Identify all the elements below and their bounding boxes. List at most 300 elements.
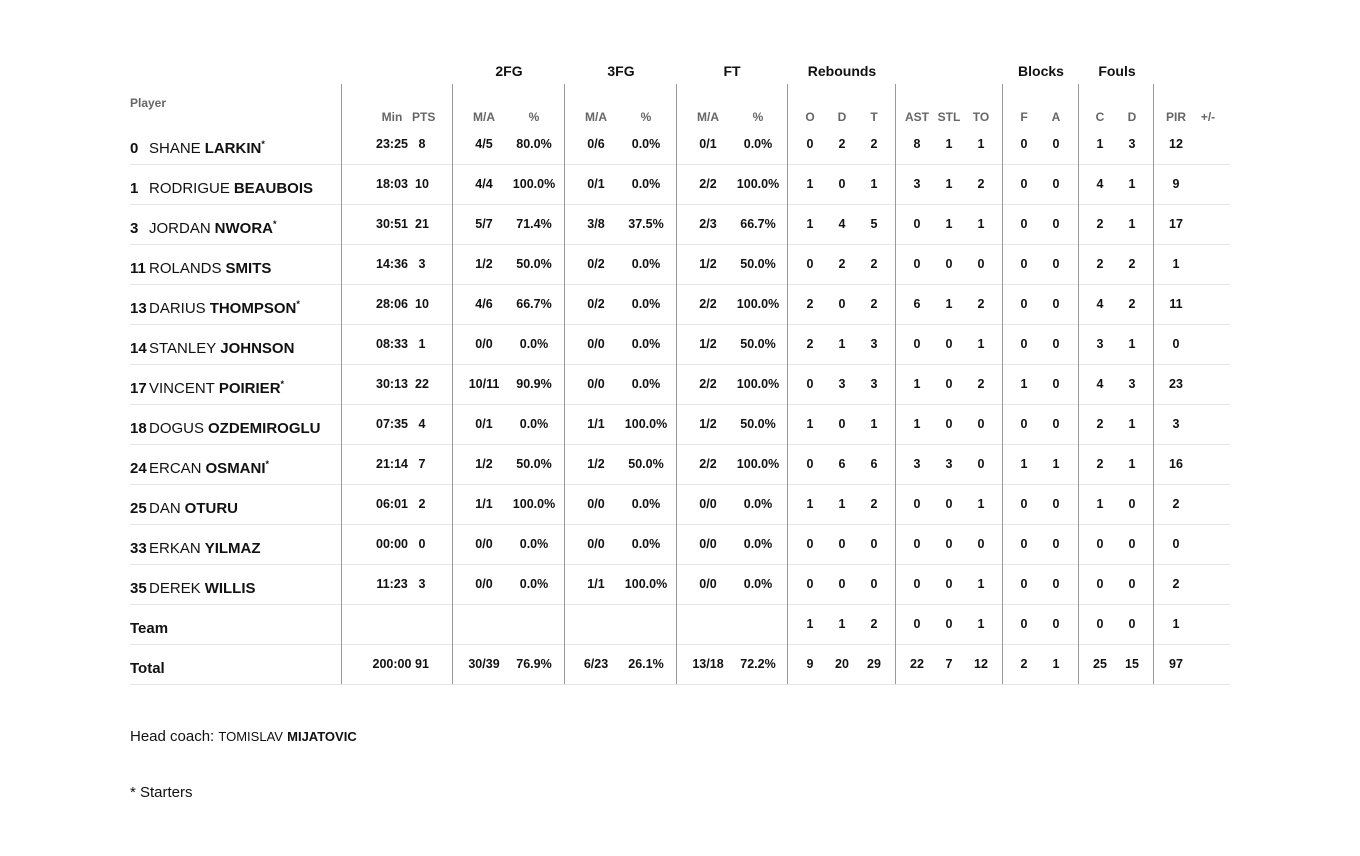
cell-fd: 1 xyxy=(1128,337,1136,351)
cell-t: 3 xyxy=(870,337,878,351)
cell-f: 0 xyxy=(1020,177,1028,191)
player-last-name: WILLIS xyxy=(204,580,256,597)
cell-a: 0 xyxy=(1052,177,1060,191)
cell-f: 1 xyxy=(1020,457,1028,471)
cell-to: 12 xyxy=(974,657,988,671)
player-last-name: YILMAZ xyxy=(204,540,261,557)
cell-ft: 0/0 xyxy=(699,537,717,551)
cell-fg3: 0/0 xyxy=(587,337,605,351)
cell-o: 1 xyxy=(806,217,814,231)
cell-ft: 0/1 xyxy=(699,137,717,151)
cell-pir: 97 xyxy=(1169,657,1183,671)
player-first-name: DEREK xyxy=(149,580,201,597)
cell-c: 0 xyxy=(1096,537,1104,551)
cell-stl: 0 xyxy=(945,257,953,271)
cell-ast: 3 xyxy=(913,457,921,471)
header-to: TO xyxy=(972,110,990,124)
cell-fg2: 0/0 xyxy=(475,577,493,591)
starter-mark: * xyxy=(265,459,270,469)
cell-ftp: 50.0% xyxy=(740,417,776,431)
cell-ft: 0/0 xyxy=(699,577,717,591)
cell-fg3: 0/2 xyxy=(587,297,605,311)
cell-ast: 3 xyxy=(913,177,921,191)
cell-f: 1 xyxy=(1020,377,1028,391)
header-pm: +/- xyxy=(1200,110,1216,124)
cell-ftp: 0.0% xyxy=(743,497,773,511)
table-row xyxy=(130,324,1230,365)
cell-a: 0 xyxy=(1052,377,1060,391)
cell-fg3: 1/2 xyxy=(587,457,605,471)
cell-t: 2 xyxy=(870,137,878,151)
cell-fg2: 0/1 xyxy=(475,417,493,431)
cell-c: 4 xyxy=(1096,297,1104,311)
cell-to: 0 xyxy=(977,457,985,471)
cell-fd: 2 xyxy=(1128,297,1136,311)
cell-ast: 1 xyxy=(913,377,921,391)
player-last-name: POIRIER xyxy=(218,380,281,397)
cell-fg2p: 50.0% xyxy=(516,257,552,271)
cell-pir: 1 xyxy=(1172,617,1180,631)
starter-mark: * xyxy=(261,139,265,149)
cell-ftp: 50.0% xyxy=(740,337,776,351)
cell-pm xyxy=(1194,444,1222,484)
cell-c: 2 xyxy=(1096,257,1104,271)
cell-pts: 22 xyxy=(415,377,429,391)
cell-pts: 10 xyxy=(415,297,429,311)
cell-o: 1 xyxy=(806,177,814,191)
divider xyxy=(1002,84,1003,684)
cell-fg3: 0/0 xyxy=(587,377,605,391)
cell-f: 0 xyxy=(1020,617,1028,631)
player-name xyxy=(130,124,265,164)
cell-pm xyxy=(1194,524,1222,564)
cell-pts: 3 xyxy=(418,577,426,591)
cell-pir: 3 xyxy=(1172,417,1180,431)
cell-t: 2 xyxy=(870,617,878,631)
cell-to: 0 xyxy=(977,537,985,551)
player-name xyxy=(130,484,238,524)
cell-f: 0 xyxy=(1020,537,1028,551)
head-coach xyxy=(130,728,357,745)
cell-fg2: 1/2 xyxy=(475,257,493,271)
cell-to: 0 xyxy=(977,417,985,431)
cell-d: 2 xyxy=(838,137,846,151)
player-name xyxy=(130,644,165,684)
cell-min xyxy=(372,604,412,644)
cell-stl: 1 xyxy=(945,297,953,311)
table-row xyxy=(130,244,1230,285)
header-c: C xyxy=(1095,110,1105,124)
table-row xyxy=(130,204,1230,245)
cell-pir: 0 xyxy=(1172,337,1180,351)
cell-fg3p: 37.5% xyxy=(628,217,664,231)
cell-t: 29 xyxy=(867,657,881,671)
player-last-name: JOHNSON xyxy=(220,340,295,357)
cell-fg3: 0/0 xyxy=(587,497,605,511)
cell-fg2: 10/11 xyxy=(468,377,500,391)
cell-fd: 1 xyxy=(1128,417,1136,431)
cell-fd: 0 xyxy=(1128,617,1136,631)
cell-pir: 23 xyxy=(1169,377,1183,391)
cell-ast: 0 xyxy=(913,337,921,351)
cell-pir: 1 xyxy=(1172,257,1180,271)
player-last-name: SMITS xyxy=(225,260,272,277)
cell-fg3p: 26.1% xyxy=(628,657,664,671)
cell-o: 0 xyxy=(806,257,814,271)
cell-ast: 8 xyxy=(913,137,921,151)
cell-pm xyxy=(1194,404,1222,444)
cell-to: 1 xyxy=(977,217,985,231)
cell-c: 1 xyxy=(1096,137,1104,151)
cell-to: 2 xyxy=(977,177,985,191)
cell-stl: 0 xyxy=(945,417,953,431)
cell-fg3p: 0.0% xyxy=(631,177,661,191)
header-ft: M/A xyxy=(697,110,719,124)
cell-t: 0 xyxy=(870,537,878,551)
cell-ft: 1/2 xyxy=(699,417,717,431)
player-first-name: ROLANDS xyxy=(149,260,222,277)
cell-ft: 2/2 xyxy=(699,457,717,471)
table-row xyxy=(130,564,1230,605)
player-name xyxy=(130,404,321,444)
cell-fd: 1 xyxy=(1128,177,1136,191)
cell-fg2p: 100.0% xyxy=(512,177,556,191)
cell-a: 1 xyxy=(1052,457,1060,471)
cell-a: 1 xyxy=(1052,657,1060,671)
cell-o: 0 xyxy=(806,577,814,591)
header-stl: STL xyxy=(937,110,961,124)
header-o: O xyxy=(805,110,815,124)
cell-pm xyxy=(1194,564,1222,604)
player-number: 25 xyxy=(130,500,147,517)
player-last-name: THOMPSON xyxy=(209,300,297,317)
cell-ft: 2/2 xyxy=(699,297,717,311)
cell-fg2: 30/39 xyxy=(468,657,500,671)
cell-ftp: 0.0% xyxy=(743,137,773,151)
cell-t: 0 xyxy=(870,577,878,591)
cell-pm xyxy=(1194,284,1222,324)
cell-ftp: 0.0% xyxy=(743,537,773,551)
cell-o: 0 xyxy=(806,377,814,391)
head-coach-last-name: MIJATOVIC xyxy=(287,729,357,744)
cell-ft xyxy=(686,604,730,644)
cell-fg2p: 71.4% xyxy=(516,217,552,231)
cell-ftp xyxy=(734,604,782,644)
cell-fg2p: 0.0% xyxy=(519,417,549,431)
table-row xyxy=(130,644,1230,685)
cell-pir: 9 xyxy=(1172,177,1180,191)
cell-fg3p: 0.0% xyxy=(631,537,661,551)
cell-a: 0 xyxy=(1052,217,1060,231)
cell-f: 0 xyxy=(1020,497,1028,511)
cell-f: 0 xyxy=(1020,217,1028,231)
cell-stl: 0 xyxy=(945,497,953,511)
player-number: 0 xyxy=(130,140,139,157)
player-last-name: Team xyxy=(130,620,169,637)
cell-fg3p: 0.0% xyxy=(631,337,661,351)
cell-fg3p xyxy=(622,604,670,644)
cell-ft: 2/3 xyxy=(699,217,717,231)
player-first-name: STANLEY xyxy=(149,340,217,357)
header-fg3: M/A xyxy=(585,110,607,124)
group-3fg: 3FG xyxy=(607,63,635,79)
cell-min: 30:51 xyxy=(376,217,408,231)
player-number: 13 xyxy=(130,300,147,317)
head-coach-first-name: TOMISLAV xyxy=(218,729,283,744)
cell-a: 0 xyxy=(1052,137,1060,151)
header-fd: D xyxy=(1127,110,1137,124)
cell-t: 1 xyxy=(870,177,878,191)
cell-fd: 3 xyxy=(1128,377,1136,391)
group-fouls: Fouls xyxy=(1098,63,1136,79)
cell-o: 2 xyxy=(806,337,814,351)
cell-pir: 0 xyxy=(1172,537,1180,551)
cell-f: 2 xyxy=(1020,657,1028,671)
cell-pts: 1 xyxy=(418,337,426,351)
player-first-name: JORDAN xyxy=(149,220,211,237)
cell-min: 00:00 xyxy=(376,537,408,551)
cell-pts: 2 xyxy=(418,497,426,511)
cell-stl: 0 xyxy=(945,537,953,551)
cell-fd: 0 xyxy=(1128,497,1136,511)
cell-pir: 12 xyxy=(1169,137,1183,151)
cell-c: 2 xyxy=(1096,417,1104,431)
header-fg2p: % xyxy=(528,110,540,124)
divider xyxy=(895,84,896,684)
player-name xyxy=(130,444,269,484)
player-name xyxy=(130,244,271,284)
cell-a: 0 xyxy=(1052,497,1060,511)
cell-ftp: 0.0% xyxy=(743,577,773,591)
header-f: F xyxy=(1020,110,1028,124)
cell-stl: 0 xyxy=(945,337,953,351)
player-name xyxy=(130,564,256,604)
cell-pts: 21 xyxy=(415,217,429,231)
cell-c: 1 xyxy=(1096,497,1104,511)
cell-to: 2 xyxy=(977,297,985,311)
cell-min: 200:00 xyxy=(372,657,412,671)
cell-f: 0 xyxy=(1020,577,1028,591)
header-player: Player xyxy=(130,96,167,110)
cell-pm xyxy=(1194,324,1222,364)
cell-ft: 0/0 xyxy=(699,497,717,511)
cell-o: 2 xyxy=(806,297,814,311)
table-row xyxy=(130,404,1230,445)
cell-pm xyxy=(1194,364,1222,404)
cell-a: 0 xyxy=(1052,417,1060,431)
player-first-name: DOGUS xyxy=(149,420,205,437)
cell-fg2p xyxy=(510,604,558,644)
cell-a: 0 xyxy=(1052,337,1060,351)
cell-fg2p: 76.9% xyxy=(516,657,552,671)
player-name xyxy=(130,524,261,564)
cell-pm xyxy=(1194,204,1222,244)
cell-t: 3 xyxy=(870,377,878,391)
cell-ft: 1/2 xyxy=(699,337,717,351)
cell-fg2p: 0.0% xyxy=(519,577,549,591)
divider xyxy=(564,84,565,684)
cell-ft: 2/2 xyxy=(699,177,717,191)
cell-fg3p: 0.0% xyxy=(631,257,661,271)
cell-f: 0 xyxy=(1020,337,1028,351)
player-number: 35 xyxy=(130,580,147,597)
header-fg3p: % xyxy=(640,110,652,124)
table-row xyxy=(130,284,1230,325)
cell-pts: 8 xyxy=(418,137,426,151)
player-number: 33 xyxy=(130,540,147,557)
divider xyxy=(1078,84,1079,684)
player-number: 14 xyxy=(130,340,147,357)
cell-t: 5 xyxy=(870,217,878,231)
starter-mark: * xyxy=(296,299,300,309)
cell-ft: 13/18 xyxy=(692,657,724,671)
group-rebounds: Rebounds xyxy=(807,63,877,79)
cell-pm xyxy=(1194,164,1222,204)
cell-stl: 3 xyxy=(945,457,953,471)
cell-fg2: 4/5 xyxy=(475,137,493,151)
cell-stl: 1 xyxy=(945,177,953,191)
table-row xyxy=(130,604,1230,645)
player-name xyxy=(130,164,313,204)
cell-fd: 0 xyxy=(1128,577,1136,591)
cell-min: 23:25 xyxy=(376,137,408,151)
cell-fg3: 1/1 xyxy=(587,417,605,431)
cell-t: 2 xyxy=(870,497,878,511)
cell-fg2p: 50.0% xyxy=(516,457,552,471)
cell-fd: 3 xyxy=(1128,137,1136,151)
player-number: 17 xyxy=(130,380,147,397)
cell-fg2: 1/2 xyxy=(475,457,493,471)
cell-to: 1 xyxy=(977,337,985,351)
cell-fg2: 0/0 xyxy=(475,537,493,551)
cell-pts: 4 xyxy=(418,417,426,431)
cell-ft: 2/2 xyxy=(699,377,717,391)
cell-ftp: 50.0% xyxy=(740,257,776,271)
cell-ast: 0 xyxy=(913,217,921,231)
cell-fg3: 0/6 xyxy=(587,137,605,151)
cell-stl: 7 xyxy=(945,657,953,671)
cell-c: 2 xyxy=(1096,217,1104,231)
cell-pts: 7 xyxy=(418,457,426,471)
cell-fd: 1 xyxy=(1128,457,1136,471)
player-last-name: OZDEMIROGLU xyxy=(208,420,321,437)
cell-to: 1 xyxy=(977,497,985,511)
cell-t: 1 xyxy=(870,417,878,431)
cell-min: 21:14 xyxy=(376,457,408,471)
cell-f: 0 xyxy=(1020,257,1028,271)
cell-fg2p: 0.0% xyxy=(519,337,549,351)
cell-pm xyxy=(1194,244,1222,284)
cell-fg3: 1/1 xyxy=(587,577,605,591)
cell-min: 06:01 xyxy=(376,497,408,511)
divider xyxy=(341,84,342,684)
table-row xyxy=(130,124,1230,165)
cell-ftp: 100.0% xyxy=(736,177,780,191)
cell-o: 9 xyxy=(806,657,814,671)
cell-a: 0 xyxy=(1052,617,1060,631)
cell-pm xyxy=(1194,124,1222,164)
group-2fg: 2FG xyxy=(495,63,523,79)
cell-t: 2 xyxy=(870,257,878,271)
player-number: 1 xyxy=(130,180,139,197)
player-name xyxy=(130,604,168,644)
cell-fg3: 0/2 xyxy=(587,257,605,271)
player-name xyxy=(130,324,294,364)
cell-pts: 91 xyxy=(415,657,429,671)
header-a: A xyxy=(1051,110,1061,124)
header-ast: AST xyxy=(905,110,929,124)
cell-fg3p: 0.0% xyxy=(631,297,661,311)
cell-fg2p: 80.0% xyxy=(516,137,552,151)
divider xyxy=(1153,84,1154,684)
cell-fg3p: 0.0% xyxy=(631,137,661,151)
cell-d: 1 xyxy=(838,497,846,511)
cell-stl: 0 xyxy=(945,617,953,631)
header-t: T xyxy=(870,110,878,124)
cell-c: 3 xyxy=(1096,337,1104,351)
cell-d: 0 xyxy=(838,417,846,431)
player-name xyxy=(130,204,277,244)
header-pts: PTS xyxy=(412,110,436,124)
table-row xyxy=(130,364,1230,405)
cell-fg3p: 100.0% xyxy=(624,417,668,431)
cell-a: 0 xyxy=(1052,297,1060,311)
cell-ast: 22 xyxy=(910,657,924,671)
cell-pts: 3 xyxy=(418,257,426,271)
player-first-name: SHANE xyxy=(149,140,201,157)
cell-o: 0 xyxy=(806,537,814,551)
cell-f: 0 xyxy=(1020,297,1028,311)
table-row xyxy=(130,484,1230,525)
cell-min: 07:35 xyxy=(376,417,408,431)
player-last-name: Total xyxy=(130,660,165,677)
cell-ftp: 100.0% xyxy=(736,297,780,311)
cell-c: 2 xyxy=(1096,457,1104,471)
cell-to: 1 xyxy=(977,617,985,631)
cell-fd: 2 xyxy=(1128,257,1136,271)
cell-d: 0 xyxy=(838,577,846,591)
cell-fg3: 0/1 xyxy=(587,177,605,191)
cell-pir: 2 xyxy=(1172,497,1180,511)
player-number: 18 xyxy=(130,420,147,437)
cell-ft: 1/2 xyxy=(699,257,717,271)
cell-c: 4 xyxy=(1096,377,1104,391)
cell-fd: 15 xyxy=(1125,657,1139,671)
cell-d: 20 xyxy=(835,657,849,671)
cell-c: 0 xyxy=(1096,577,1104,591)
cell-d: 0 xyxy=(838,177,846,191)
cell-ast: 0 xyxy=(913,617,921,631)
cell-min: 11:23 xyxy=(376,577,408,591)
cell-pts: 10 xyxy=(415,177,429,191)
cell-d: 0 xyxy=(838,537,846,551)
group-blocks: Blocks xyxy=(1018,63,1064,79)
starters-note: * Starters xyxy=(130,784,193,801)
player-name xyxy=(130,284,300,324)
cell-stl: 1 xyxy=(945,217,953,231)
cell-fg3p: 0.0% xyxy=(631,377,661,391)
header-fg2: M/A xyxy=(473,110,495,124)
divider xyxy=(787,84,788,684)
cell-o: 1 xyxy=(806,417,814,431)
table-row xyxy=(130,524,1230,565)
cell-fg2: 4/6 xyxy=(475,297,493,311)
cell-f: 0 xyxy=(1020,137,1028,151)
cell-pir: 17 xyxy=(1169,217,1183,231)
cell-ftp: 100.0% xyxy=(736,377,780,391)
cell-fg2p: 90.9% xyxy=(516,377,552,391)
cell-o: 1 xyxy=(806,617,814,631)
